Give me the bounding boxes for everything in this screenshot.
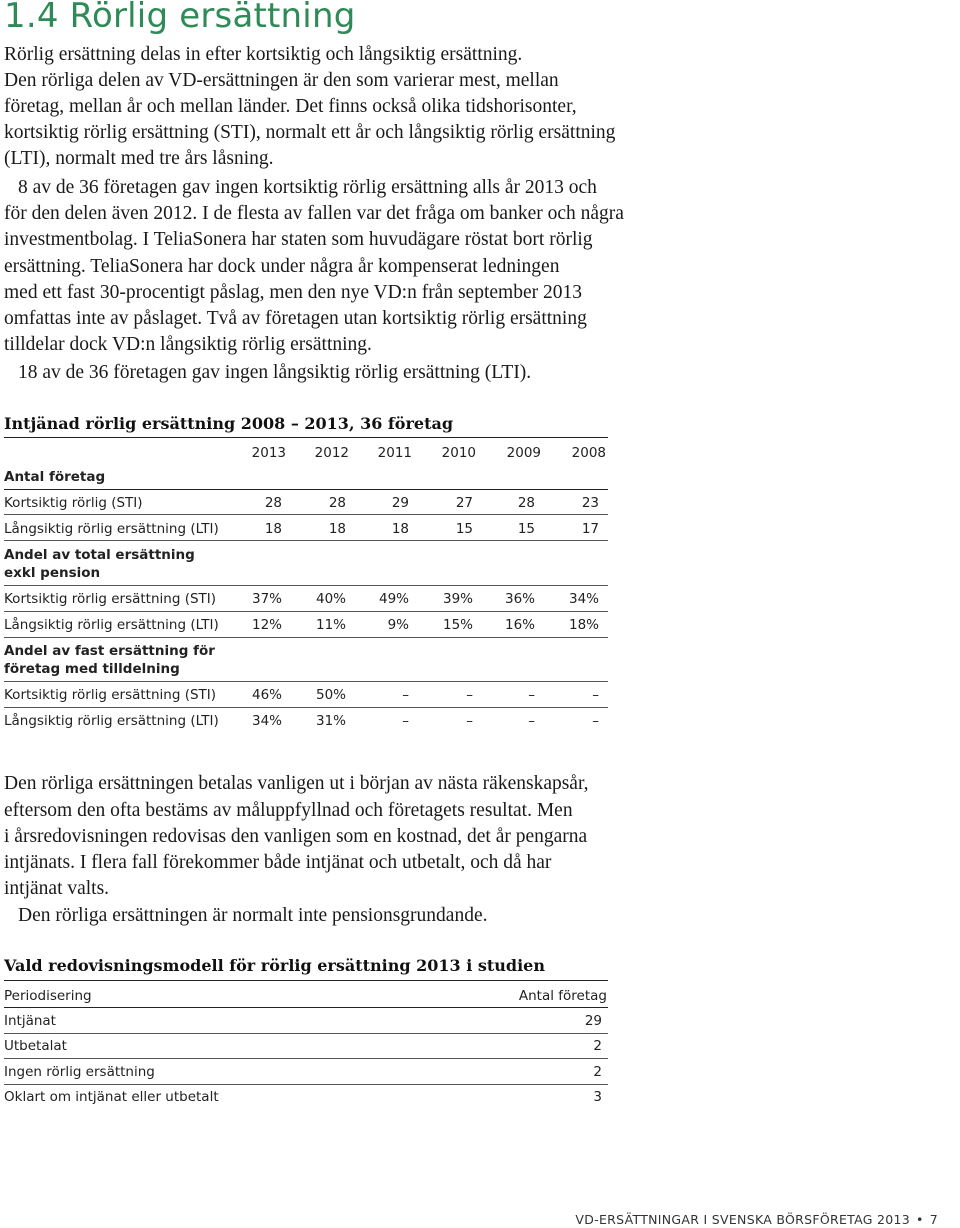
table-title: Vald redovisningsmodell för rörlig ersättning 2013 i studien bbox=[4, 956, 545, 975]
table-cell: 18% bbox=[568, 617, 599, 633]
table-cell: 39% bbox=[442, 591, 473, 607]
intro-line: investmentbolag. I TeliaSonera har staten som huvudägare röstat bort rörlig bbox=[4, 229, 593, 250]
table-cell: 15% bbox=[442, 617, 473, 633]
table-cell: 31% bbox=[315, 713, 346, 729]
table-cell: 37% bbox=[251, 591, 282, 607]
year-header: 2010 bbox=[441, 445, 476, 461]
page-footer bbox=[575, 1212, 938, 1227]
table-cell: 34% bbox=[251, 713, 282, 729]
row-label: Kortsiktig rörlig ersättning (STI) bbox=[4, 687, 217, 703]
table-cell: 29 bbox=[391, 495, 409, 511]
table-cell: 34% bbox=[568, 591, 599, 607]
table-cell: 49% bbox=[378, 591, 409, 607]
section-label: exkl pension bbox=[4, 565, 101, 581]
table-row-label: Ingen rörlig ersättning bbox=[4, 1064, 155, 1080]
intro-line: 8 av de 36 företagen gav ingen kortsiktig rörlig ersättning alls år 2013 och bbox=[18, 177, 597, 198]
column-header: Periodisering bbox=[4, 988, 92, 1004]
table-top-rule bbox=[4, 980, 608, 981]
table-title: Intjänad rörlig ersättning 2008 – 2013, 36 företag bbox=[4, 414, 454, 433]
intro-line: för den delen även 2012. I de flesta av fallen var det fråga om banker och några bbox=[4, 203, 624, 224]
table-cell: 2 bbox=[593, 1038, 602, 1054]
table-cell: 17 bbox=[581, 521, 599, 537]
footer-separator: • bbox=[916, 1212, 924, 1227]
column-header: Antal företag bbox=[518, 988, 607, 1004]
table-cell: 28 bbox=[517, 495, 535, 511]
table-cell: 15 bbox=[455, 521, 473, 537]
table-row-label: Oklart om intjänat eller utbetalt bbox=[4, 1089, 219, 1105]
footer-text: VD-ERSÄTTNINGAR I SVENSKA BÖRSFÖRETAG 2013 bbox=[575, 1212, 911, 1227]
row-rule bbox=[4, 707, 608, 708]
section-label: företag med tilldelning bbox=[4, 661, 180, 677]
body-line: Den rörliga ersättningen betalas vanligen ut i början av nästa räkenskapsår, bbox=[4, 773, 589, 794]
table-cell: 28 bbox=[264, 495, 282, 511]
row-label: Långsiktig rörlig ersättning (LTI) bbox=[4, 713, 219, 729]
row-label: Kortsiktig rörlig ersättning (STI) bbox=[4, 591, 217, 607]
row-label: Långsiktig rörlig ersättning (LTI) bbox=[4, 521, 219, 537]
section-label: Antal företag bbox=[4, 469, 106, 485]
table-cell: – bbox=[402, 713, 409, 729]
intro-line: Den rörliga delen av VD-ersättningen är den som varierar mest, mellan bbox=[4, 70, 559, 91]
page-title: 1.4 Rörlig ersättning bbox=[4, 0, 356, 36]
row-label: Långsiktig rörlig ersättning (LTI) bbox=[4, 617, 219, 633]
intro-line: 18 av de 36 företagen gav ingen långsiktig rörlig ersättning (LTI). bbox=[18, 362, 532, 383]
year-header: 2012 bbox=[314, 445, 349, 461]
body-line: intjänat valts. bbox=[4, 878, 110, 899]
table-cell: 46% bbox=[251, 687, 282, 703]
row-label: Kortsiktig rörlig (STI) bbox=[4, 495, 143, 511]
row-rule bbox=[4, 611, 608, 612]
intro-line: företag, mellan år och mellan länder. Det finns också olika tidshorisonter, bbox=[4, 96, 577, 117]
table-cell: 11% bbox=[315, 617, 346, 633]
row-rule bbox=[4, 1058, 608, 1059]
table-cell: 36% bbox=[504, 591, 535, 607]
row-rule bbox=[4, 514, 608, 515]
table-cell: – bbox=[528, 713, 535, 729]
body-line: intjänats. I flera fall förekommer både intjänat och utbetalt, och då har bbox=[4, 852, 552, 873]
row-rule bbox=[4, 540, 608, 541]
table-cell: – bbox=[466, 713, 473, 729]
table-cell: 18 bbox=[328, 521, 346, 537]
section-label: Andel av total ersättning bbox=[4, 547, 195, 563]
table-cell: 18 bbox=[264, 521, 282, 537]
row-rule bbox=[4, 637, 608, 638]
row-rule bbox=[4, 681, 608, 682]
year-header: 2009 bbox=[506, 445, 541, 461]
table-cell: – bbox=[592, 687, 599, 703]
header-rule bbox=[4, 489, 608, 490]
row-rule bbox=[4, 585, 608, 586]
table-cell: 50% bbox=[315, 687, 346, 703]
body-line: Den rörliga ersättningen är normalt inte pensionsgrundande. bbox=[18, 905, 488, 926]
table-cell: – bbox=[402, 687, 409, 703]
header-rule bbox=[4, 1007, 608, 1008]
table-cell: 18 bbox=[391, 521, 409, 537]
row-rule bbox=[4, 1084, 608, 1085]
intro-line: med ett fast 30-procentigt påslag, men den nye VD:n från september 2013 bbox=[4, 282, 582, 303]
table-cell: 15 bbox=[517, 521, 535, 537]
table-row-label: Utbetalat bbox=[4, 1038, 67, 1054]
intro-line: (LTI), normalt med tre års låsning. bbox=[4, 148, 274, 169]
year-header: 2008 bbox=[571, 445, 606, 461]
table-cell: 29 bbox=[584, 1013, 602, 1029]
table-cell: 27 bbox=[455, 495, 473, 511]
table-cell: – bbox=[466, 687, 473, 703]
year-header: 2013 bbox=[251, 445, 286, 461]
table-cell: 40% bbox=[315, 591, 346, 607]
table-cell: 2 bbox=[593, 1064, 602, 1080]
table-row-label: Intjänat bbox=[4, 1013, 56, 1029]
section-label: Andel av fast ersättning för bbox=[4, 643, 215, 659]
table-cell: – bbox=[592, 713, 599, 729]
table-cell: 16% bbox=[504, 617, 535, 633]
body-line: i årsredovisningen redovisas den vanligen som en kostnad, det år pengarna bbox=[4, 826, 588, 847]
table-cell: 9% bbox=[387, 617, 409, 633]
row-rule bbox=[4, 1033, 608, 1034]
table-cell: 28 bbox=[328, 495, 346, 511]
body-line: eftersom den ofta bestäms av måluppfyllnad och företagets resultat. Men bbox=[4, 800, 573, 821]
table-top-rule bbox=[4, 437, 608, 438]
page-number: 7 bbox=[929, 1212, 938, 1227]
table-cell: 12% bbox=[251, 617, 282, 633]
intro-line: omfattas inte av påslaget. Två av företagen utan kortsiktig rörlig ersättning bbox=[4, 308, 587, 329]
table-cell: 3 bbox=[593, 1089, 602, 1105]
table-cell: 23 bbox=[581, 495, 599, 511]
table-cell: – bbox=[528, 687, 535, 703]
year-header: 2011 bbox=[377, 445, 412, 461]
intro-line: Rörlig ersättning delas in efter kortsiktig och långsiktig ersättning. bbox=[4, 44, 523, 65]
intro-line: kortsiktig rörlig ersättning (STI), normalt ett år och långsiktig rörlig ersättning bbox=[4, 122, 616, 143]
intro-line: tilldelar dock VD:n långsiktig rörlig ersättning. bbox=[4, 334, 372, 355]
intro-line: ersättning. TeliaSonera har dock under några år kompenserat ledningen bbox=[4, 256, 560, 277]
